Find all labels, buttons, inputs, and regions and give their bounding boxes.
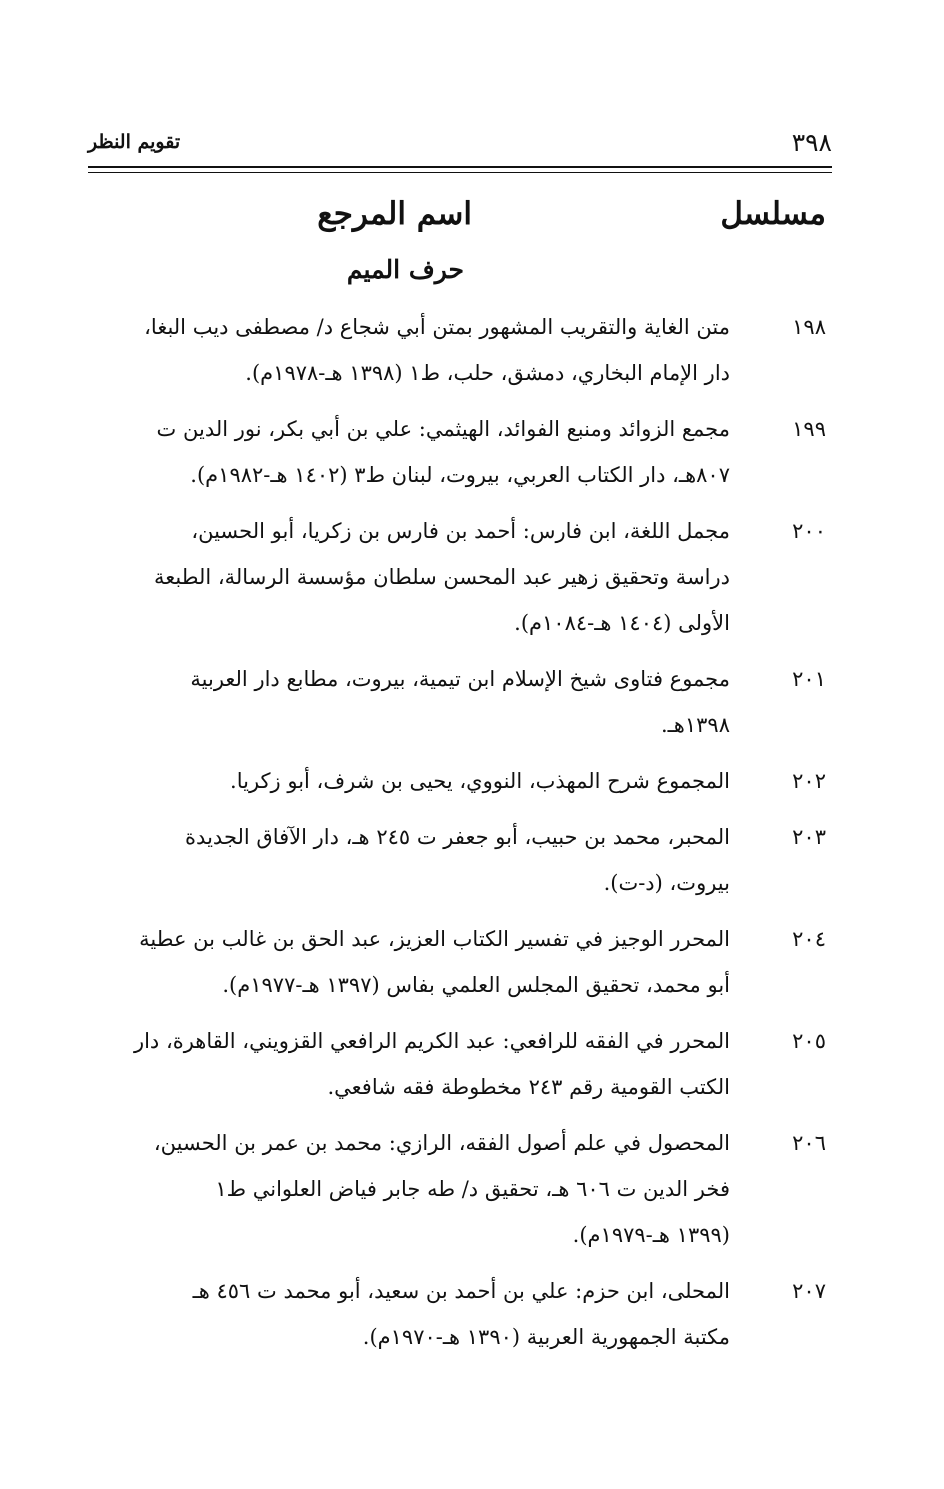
entry-text-line: مكتبة الجمهورية العربية (١٣٩٠ هـ-١٩٧٠م). <box>362 1325 730 1349</box>
bibliography-entry <box>88 1120 826 1258</box>
entry-serial-number: ٢٠٤ <box>792 927 826 951</box>
page-number: ٣٩٨ <box>791 127 832 157</box>
book-title: تقويم النظر <box>88 131 181 153</box>
entry-reference-text <box>88 1018 730 1110</box>
entry-text-line: ٨٠٧هـ، دار الكتاب العربي، بيروت، لبنان ط٣ (١٤٠٢ هـ-١٩٨٢م). <box>190 463 730 487</box>
bibliography-entry <box>88 1018 826 1110</box>
entry-text-line: الأولى (١٤٠٤ هـ-١٠٨٤م). <box>514 611 730 635</box>
header-rule-thin <box>88 172 832 173</box>
entry-reference-text <box>88 406 730 498</box>
entry-reference-text <box>88 1268 730 1360</box>
bibliography-entry <box>88 304 826 396</box>
entry-text-line: ١٣٩٨هـ. <box>660 713 730 737</box>
entry-text-line: مجمل اللغة، ابن فارس: أحمد بن فارس بن زكريا، أبو الحسين، <box>191 519 730 543</box>
entry-reference-text <box>88 814 730 906</box>
entry-serial-number: ٢٠٠ <box>792 519 826 543</box>
bibliography-list <box>88 304 826 1370</box>
bibliography-entry <box>88 814 826 906</box>
bibliography-entry <box>88 758 826 804</box>
bibliography-entry <box>88 1268 826 1360</box>
entry-text-line: الكتب القومية رقم ٢٤٣ مخطوطة فقه شافعي. <box>327 1075 730 1099</box>
entry-text-line: (١٣٩٩ هـ-١٩٧٩م). <box>572 1223 730 1247</box>
entry-serial-number: ٢٠٣ <box>792 825 826 849</box>
entry-text-line: بيروت، (د-ت). <box>603 871 730 895</box>
entry-reference-text <box>88 508 730 646</box>
bibliography-entry <box>88 916 826 1008</box>
entry-text-line: فخر الدين ت ٦٠٦ هـ، تحقيق د/ طه جابر فياض العلواني ط١ <box>215 1177 730 1201</box>
entry-text-line: المحرر الوجيز في تفسير الكتاب العزيز، عبد الحق بن غالب بن عطية <box>139 927 730 951</box>
serial-column-header: مسلسل <box>720 196 826 232</box>
running-head <box>88 124 832 160</box>
entry-reference-text <box>88 758 730 804</box>
entry-text-line: مجموع فتاوى شيخ الإسلام ابن تيمية، بيروت، مطابع دار العربية <box>190 667 730 691</box>
entry-serial-number: ٢٠٥ <box>792 1029 826 1053</box>
entry-text-line: أبو محمد، تحقيق المجلس العلمي بفاس (١٣٩٧ هـ-١٩٧٧م). <box>222 973 730 997</box>
entry-reference-text <box>88 1120 730 1258</box>
entry-text-line: دراسة وتحقيق زهير عبد المحسن سلطان مؤسسة الرسالة، الطبعة <box>154 565 730 589</box>
bibliography-entry <box>88 508 826 646</box>
entry-serial-number: ١٩٩ <box>792 417 826 441</box>
entry-serial-number: ٢٠٦ <box>792 1131 826 1155</box>
reference-column-header: اسم المرجع <box>317 196 472 232</box>
entry-serial-number: ٢٠٢ <box>792 769 826 793</box>
entry-text-line: المحبر، محمد بن حبيب، أبو جعفر ت ٢٤٥ هـ، دار الآفاق الجديدة <box>185 825 730 849</box>
entry-reference-text <box>88 916 730 1008</box>
bibliography-entry <box>88 406 826 498</box>
entry-reference-text <box>88 304 730 396</box>
entry-text-line: متن الغاية والتقريب المشهور بمتن أبي شجاع د/ مصطفى ديب البغا، <box>144 315 730 339</box>
entry-serial-number: ٢٠٧ <box>792 1279 826 1303</box>
entry-text-line: المحلى، ابن حزم: علي بن أحمد بن سعيد، أبو محمد ت ٤٥٦ هـ <box>192 1279 730 1303</box>
entry-text-line: مجمع الزوائد ومنبع الفوائد، الهيثمي: علي بن أبي بكر، نور الدين ت <box>156 417 730 441</box>
header-rule-thick <box>88 166 832 168</box>
bibliography-entry <box>88 656 826 748</box>
entry-serial-number: ١٩٨ <box>792 315 826 339</box>
entry-text-line: المجموع شرح المهذب، النووي، يحيى بن شرف، أبو زكريا. <box>230 769 730 793</box>
entry-reference-text <box>88 656 730 748</box>
entry-serial-number: ٢٠١ <box>792 667 826 691</box>
entry-text-line: المحرر في الفقه للرافعي: عبد الكريم الرافعي القزويني، القاهرة، دار <box>133 1029 730 1053</box>
section-heading: حرف الميم <box>346 255 464 284</box>
entry-text-line: المحصول في علم أصول الفقه، الرازي: محمد بن عمر بن الحسين، <box>153 1131 730 1155</box>
entry-text-line: دار الإمام البخاري، دمشق، حلب، ط١ (١٣٩٨ هـ-١٩٧٨م). <box>245 361 730 385</box>
